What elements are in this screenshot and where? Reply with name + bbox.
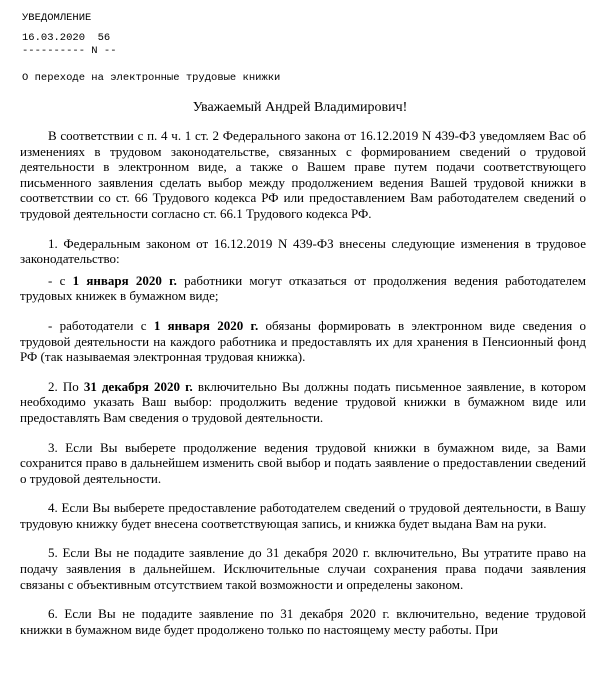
- paragraph-3: 3. Если Вы выберете продолжение ведения трудовой книжки в бумажном виде, за Вами сохранится право в дальнейшем изменить свой выбор и подать заявление о предоставлении сведений о трудовой деятельности.: [20, 439, 586, 486]
- document-type: УВЕДОМЛЕНИЕ: [22, 12, 92, 24]
- paragraph-6: 6. Если Вы не подадите заявление по 31 декабря 2020 г. включительно, ведение трудовой книжки в бумажном виде будет продолжено только по настоящему месту работы. При: [20, 606, 586, 637]
- paragraph-intro: В соответствии с п. 4 ч. 1 ст. 2 Федерального закона от 16.12.2019 N 439-ФЗ уведомляем Вас об изменениях в трудовом законодательстве, связанных с формированием сведений о трудовой деятельности в электронном виде, а также о Вашем праве путем подачи соответствующего письменного заявления сделать выбор между продолжением ведения Вашей трудовой книжки в соответствии со ст. 66 Трудового кодекса РФ или предоставлением Вам работодателем сведений о трудовой деятельности согласно ст. 66.1 Трудового кодекса РФ.: [20, 128, 586, 221]
- document-date-number: 16.03.2020 56: [22, 32, 111, 44]
- paragraph-1-item-b: - работодатели с 1 января 2020 г. обязаны формировать в электронном виде сведения о трудовой деятельности на каждого работника и предоставлять их для хранения в Пенсионный фонд РФ (так называемая электронная трудовая книжка).: [20, 317, 587, 365]
- paragraph-2: 2. По 31 декабря 2020 г. включительно Вы должны подать письменное заявление, в котором необходимо указать Ваш выбор: продолжить ведение трудовой книжки в бумажном виде или предоставлять Вам сведения о трудовой деятельности.: [20, 378, 586, 425]
- greeting: Уважаемый Андрей Владимирович!: [192, 100, 408, 115]
- number-line: ---------- N --: [22, 45, 117, 57]
- paragraph-5: 5. Если Вы не подадите заявление до 31 декабря 2020 г. включительно, Вы утратите право на подачу заявления в дальнейшем. Исключительные случаи сохранения права подачи заявления связаны с объективным отсутствием такой возможности и определены законом.: [20, 545, 586, 592]
- paragraph-1: 1. Федеральным законом от 16.12.2019 N 439-ФЗ внесены следующие изменения в трудовое законодательство:: [20, 235, 586, 267]
- document-body: [20, 128, 586, 651]
- document-subject: О переходе на электронные трудовые книжки: [22, 72, 281, 84]
- paragraph-1-item-a: - с 1 января 2020 г. работники могут отказаться от продолжения ведения работодателем трудовых книжек в бумажном виде;: [20, 272, 587, 304]
- paragraph-4: 4. Если Вы выберете предоставление работодателем сведений о трудовой деятельности, в Вашу трудовую книжку будет внесена соответствующая запись, и книжка будет выдана Вам на руки.: [20, 500, 586, 531]
